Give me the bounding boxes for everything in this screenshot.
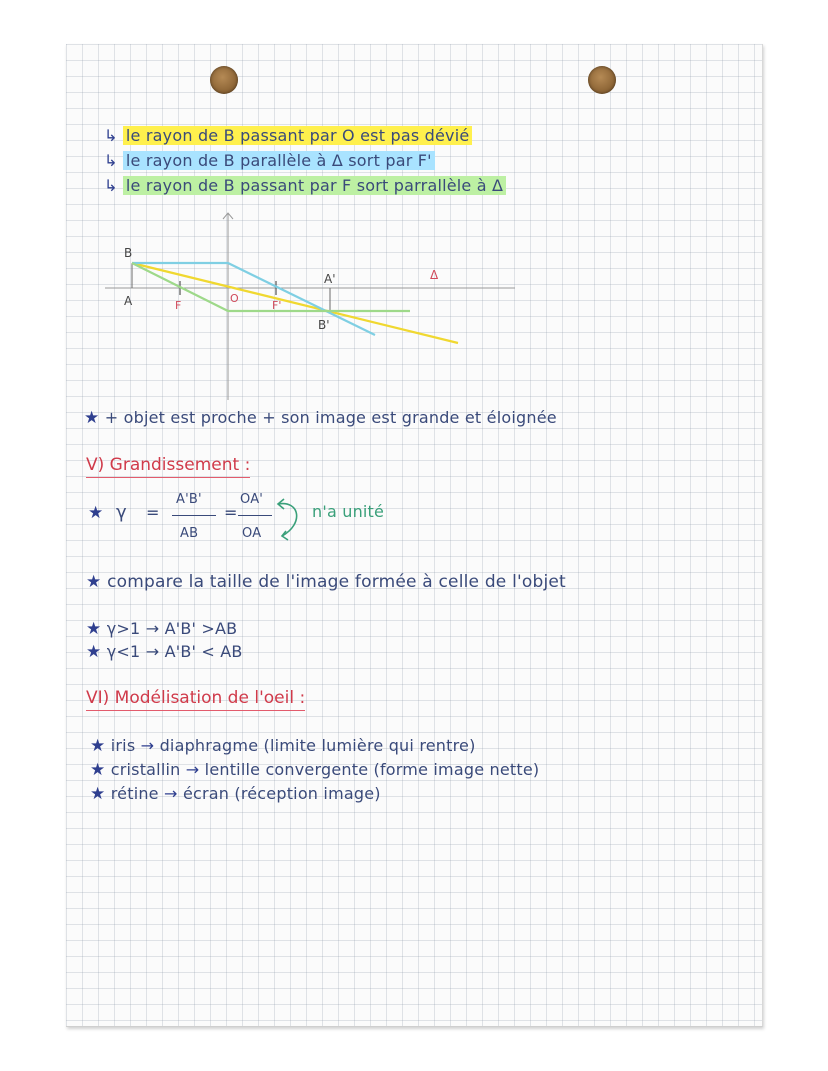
- eye-term: iris: [110, 736, 136, 755]
- ray-diagram: [100, 205, 520, 405]
- section-v-title: [86, 455, 250, 475]
- ray-rule-1: [104, 126, 472, 145]
- corner-arrow-icon: ↳: [104, 176, 118, 195]
- star-icon: ★: [86, 642, 102, 662]
- eye-item-cristallin: [90, 760, 539, 780]
- label-a-prime: A': [324, 272, 336, 286]
- compare-text: compare la taille de l'image formée à celle de l'objet: [107, 572, 566, 592]
- fraction-bar: [238, 515, 272, 516]
- eye-item-iris: [90, 736, 476, 756]
- proximity-note: [84, 408, 557, 428]
- star-icon: ★: [84, 408, 100, 428]
- ray-rule-text: le rayon de B parallèle à Δ sort par F': [123, 151, 435, 170]
- right-arrow-icon: →: [185, 760, 200, 779]
- label-o: O: [230, 292, 239, 305]
- label-b: B: [124, 246, 133, 260]
- right-arrow-icon: →: [140, 736, 155, 755]
- ray-rule-text: le rayon de B passant par F sort parrallèle à Δ: [123, 176, 506, 195]
- ratio-image-numerator: A'B': [176, 492, 202, 507]
- eye-description: écran (réception image): [182, 784, 381, 803]
- equals-sign: =: [224, 503, 238, 522]
- eye-term: rétine: [110, 784, 159, 803]
- star-icon: ★: [86, 572, 102, 592]
- eye-description: diaphragme (limite lumière qui rentre): [159, 736, 476, 755]
- rule-less-text: γ<1 → A'B' < AB: [106, 642, 243, 661]
- section-vi-title-text: VI) Modélisation de l'oeil :: [86, 688, 305, 711]
- ray-through-focus: [132, 263, 410, 311]
- ratio-distance-denominator: OA: [242, 526, 262, 541]
- section-vi-title: [86, 688, 305, 708]
- equals-sign: =: [146, 503, 160, 522]
- ray-parallel: [132, 263, 375, 335]
- eye-description: lentille convergente (forme image nette): [204, 760, 540, 779]
- star-icon: ★: [90, 784, 106, 804]
- star-icon: ★: [90, 760, 106, 780]
- binder-hole-right: [588, 66, 616, 94]
- loop-arrow-icon: [274, 494, 310, 544]
- label-b-prime: B': [318, 318, 330, 332]
- star-icon: ★: [88, 503, 104, 523]
- rule-less: [86, 642, 243, 662]
- proximity-text: + objet est proche + son image est grande et éloignée: [104, 408, 557, 427]
- gamma-symbol: γ: [116, 502, 127, 523]
- star-icon: ★: [90, 736, 106, 756]
- ray-rule-2: [104, 151, 435, 170]
- corner-arrow-icon: ↳: [104, 151, 118, 170]
- section-v-title-text: V) Grandissement :: [86, 455, 250, 478]
- eye-term: cristallin: [110, 760, 181, 779]
- rule-greater: [86, 619, 237, 639]
- label-a: A: [124, 294, 133, 308]
- star-icon: ★: [86, 619, 102, 639]
- compare-note: [86, 572, 566, 592]
- right-arrow-icon: →: [164, 784, 178, 803]
- label-f: F: [175, 299, 182, 312]
- unit-note: n'a unité: [312, 502, 385, 521]
- ray-rule-3: [104, 176, 506, 195]
- ray-rule-text: le rayon de B passant par O est pas dévié: [123, 126, 473, 145]
- eye-item-retine: [90, 784, 381, 804]
- corner-arrow-icon: ↳: [104, 126, 118, 145]
- label-axis: Δ: [430, 268, 439, 282]
- gamma-formula: [88, 490, 418, 550]
- rule-greater-text: γ>1 → A'B' >AB: [106, 619, 238, 638]
- label-f-prime: F': [272, 299, 282, 312]
- binder-hole-left: [210, 66, 238, 94]
- ratio-object-denominator: AB: [180, 526, 199, 541]
- ratio-distance-numerator: OA': [240, 492, 264, 507]
- fraction-bar: [172, 515, 216, 516]
